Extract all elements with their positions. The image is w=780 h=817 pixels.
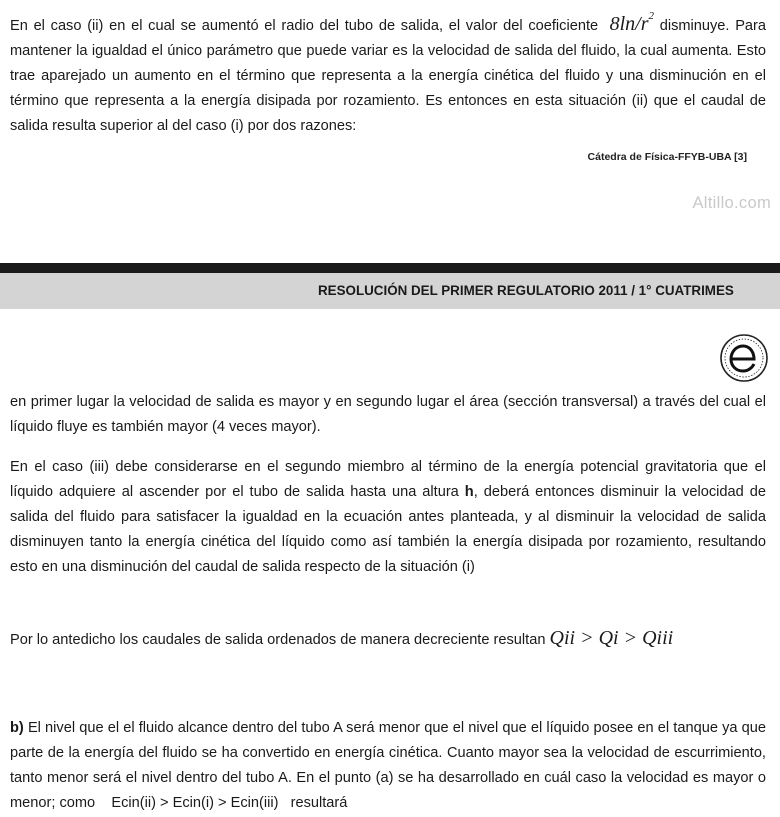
paragraph-continuation: disminuye. Para mantener la igualdad el único parámetro que puede variar es la velocidad de salida del fluido, la cual aumenta. Esto trae aparejado un aumento en el término que representa a la energía cinética del fluido y una disminución en el término que representa a la energía disipada por rozamiento. Es entonces en esta situación (ii) que el caudal de salida resulta superior al del caso (i) por dos razones:: [10, 18, 767, 134]
part-b-text: El nivel que el el fluido alcance dentro del tubo A será menor que el nivel que el líquido posee en el tanque ya que parte de la energía del fluido se ha convertido en energía cinética. Cuanto mayor sea la velocidad de escurrimiento, tanto menor será el nivel dentro del tubo A. En el punto (a) se ha desarrollado en cuál caso la velocidad es mayor o menor; como: [10, 720, 766, 811]
coefficient-formula-exponent: 2: [648, 10, 654, 22]
paragraph-ordering: [10, 626, 766, 653]
coefficient-formula-base: 8ln/r: [609, 13, 649, 35]
part-b-label: b): [10, 720, 24, 736]
page-header-title: RESOLUCIÓN DEL PRIMER REGULATORIO 2011 / 1° CUATRIMES: [318, 283, 734, 298]
paragraph-first-reason: en primer lugar la velocidad de salida es mayor y en segundo lugar el área (sección transversal) a través del cual el líquido fluye es también mayor (4 veces mayor).: [10, 394, 766, 435]
kinetic-energy-ordering: Ecin(ii) > Ecin(i) > Ecin(iii): [111, 795, 279, 811]
paragraph-coefficient: [10, 4, 766, 139]
coefficient-formula: [609, 10, 654, 35]
page-divider: [0, 263, 780, 273]
page-header: [0, 273, 780, 309]
paragraph-case-iii-b: , deberá entonces disminuir la velocidad de salida del fluido para satisfacer la igualdad en la ecuación antes planteada, y al disminuir la velocidad de salida disminuyen tanto la energía cinética del líquido como así también la energía disipada por rozamiento, resultando esto en una disminución del caudal de salida respecto de la situación (i): [10, 484, 766, 575]
part-b-end: resultará: [290, 795, 348, 811]
watermark: Altillo.com: [692, 194, 771, 212]
paragraph-case-iii-a: En el caso (iii) debe considerarse en el segundo miembro al término de la energía potencial gravitatoria que el líquido adquiere al ascender por el tubo de salida hasta una altura: [10, 459, 766, 500]
paragraph-case-iii: [10, 455, 766, 580]
height-symbol: h: [464, 484, 474, 500]
faculty-logo: [718, 332, 770, 384]
source-attribution: Cátedra de Física-FFYB-UBA [3]: [587, 151, 747, 163]
paragraph-coefficient-text: En el caso (ii) en el cual se aumentó el radio del tubo de salida, el valor del coeficiente: [10, 18, 599, 34]
paragraph-part-b: [10, 716, 766, 816]
flow-ordering-formula: Qii > Qi > Qiii: [549, 627, 674, 649]
paragraph-ordering-text: Por lo antedicho los caudales de salida ordenados de manera decreciente resultan: [10, 632, 546, 648]
